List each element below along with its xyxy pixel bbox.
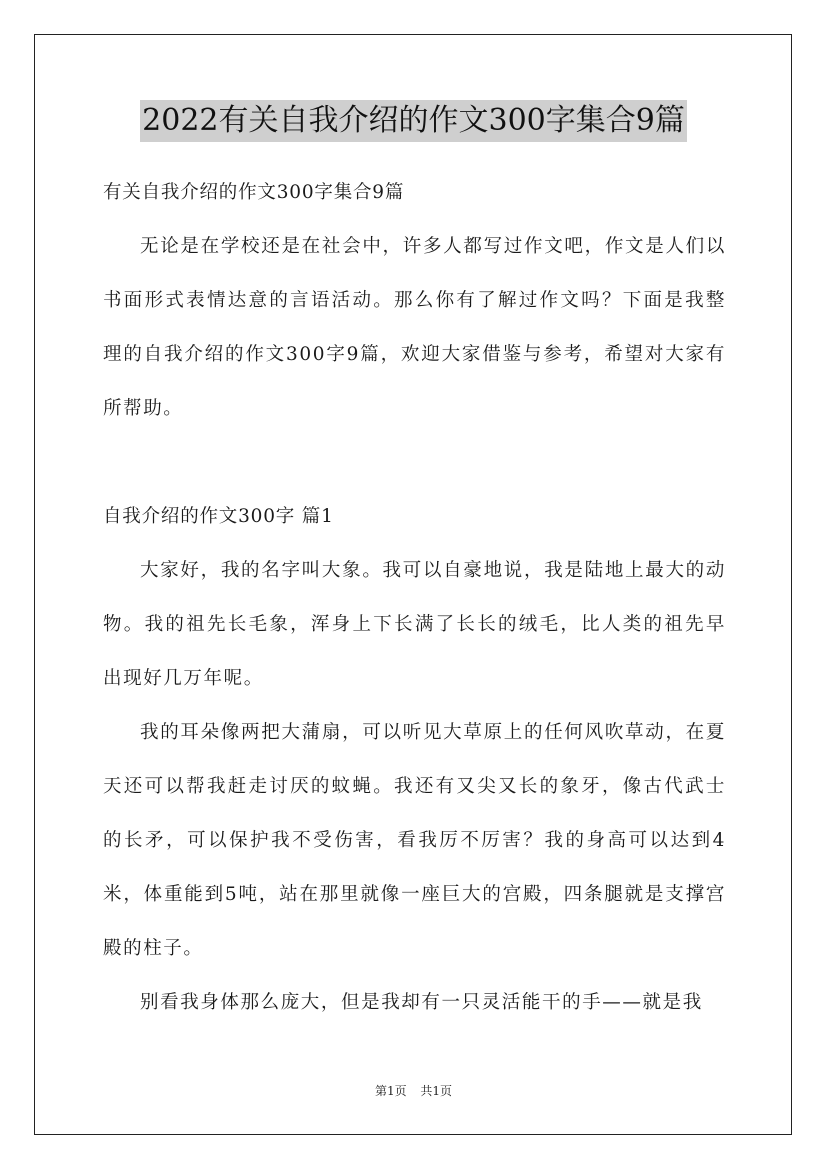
body-paragraph: 大家好，我的名字叫大象。我可以自豪地说，我是陆地上最大的动物。我的祖先长毛象，浑身上下长满了长长的绒毛，比人类的祖先早出现好几万年呢。 (103, 560, 726, 689)
page-number: 第1页 (374, 1084, 407, 1098)
blank-line (103, 436, 726, 490)
section-heading: 自我介绍的作文300字 篇1 (103, 506, 334, 527)
document-subtitle: 有关自我介绍的作文300字集合9篇 (103, 182, 405, 203)
document-body (103, 166, 726, 1030)
document-title: 2022有关自我介绍的作文300字集合9篇 (140, 100, 687, 142)
body-paragraph: 我的耳朵像两把大蒲扇，可以听见大草原上的任何风吹草动，在夏天还可以帮我赶走讨厌的蚊蝇。我还有又尖又长的象牙，像古代武士的长矛，可以保护我不受伤害，看我厉不厉害？我的身高可以达到4米，体重能到5吨，站在那里就像一座巨大的宫殿，四条腿就是支撑宫殿的柱子。 (103, 722, 726, 959)
title-container (0, 100, 827, 142)
intro-paragraph: 无论是在学校还是在社会中，许多人都写过作文吧，作文是人们以书面形式表情达意的言语活动。那么你有了解过作文吗？下面是我整理的自我介绍的作文300字9篇，欢迎大家借鉴与参考，希望对大家有所帮助。 (103, 236, 726, 419)
body-paragraph: 别看我身体那么庞大，但是我却有一只灵活能干的手——就是我 (140, 992, 703, 1013)
page-total: 共1页 (420, 1084, 453, 1098)
page-footer (0, 1082, 827, 1099)
